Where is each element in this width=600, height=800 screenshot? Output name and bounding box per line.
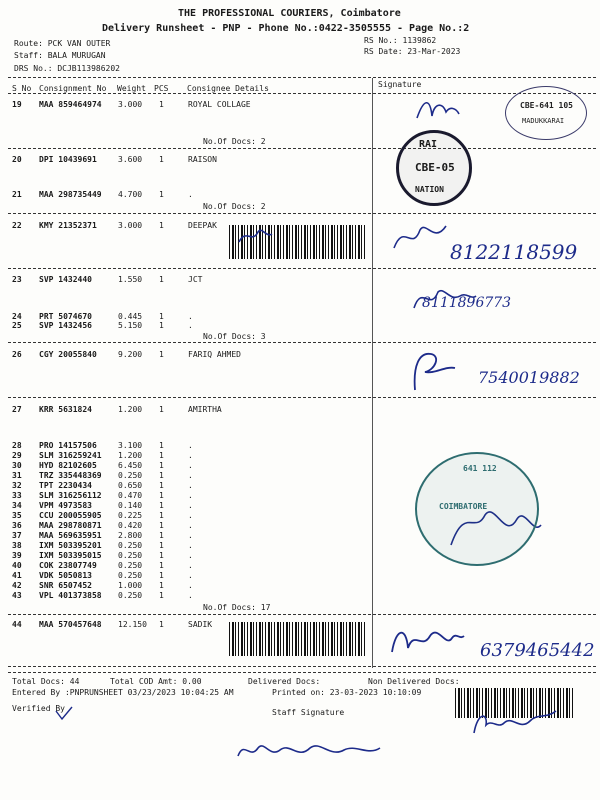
docs-count-raison: No.Of Docs: 2 [203,202,266,211]
row-consignment-no: IXM 503395201 [39,541,102,550]
row-weight: 12.150 [118,620,147,629]
runsheet-title: Delivery Runsheet - PNP - Phone No.:0422-3505555 - Page No.:2 [102,23,470,34]
row-consignee: SADIK [188,620,213,629]
row-consignee: . [188,561,193,570]
row-consignee: . [188,541,193,550]
row-pcs: 1 [159,405,164,414]
row-pcs: 1 [159,561,164,570]
verifier-signature [470,705,560,739]
row-separator [8,213,596,214]
row-sno: 37 [12,531,22,540]
row-weight: 0.650 [118,481,143,490]
docs-count-royal: No.Of Docs: 2 [203,137,266,146]
phone-fariq: 7540019882 [478,368,580,387]
row-weight: 1.200 [118,405,143,414]
row-separator [8,614,596,615]
row-sno: 29 [12,451,22,460]
delivered-docs: Delivered Docs: [248,677,321,686]
row-consignment-no: MAA 859464974 [39,100,102,109]
row-consignment-no: SLM 316256112 [39,491,102,500]
row-weight: 0.250 [118,591,143,600]
row-separator [8,397,596,398]
row-pcs: 1 [159,501,164,510]
row-separator [8,268,596,269]
row-pcs: 1 [159,461,164,470]
col-signature: Signature [378,80,422,89]
row-weight: 0.250 [118,541,143,550]
row-consignee: . [188,571,193,580]
printed-on: Printed on: 23-03-2023 10:10:09 [272,688,422,697]
row-sno: 34 [12,501,22,510]
row-weight: 2.800 [118,531,143,540]
staff-signature-label: Staff Signature [272,708,345,717]
col-consignment: Consignment No [39,84,107,93]
stamp-madukkarai: CBE-641 105 MADUKKARAI [505,86,587,140]
row-weight: 0.140 [118,501,143,510]
row-consignment-no: PRT 5074670 [39,312,92,321]
footer-line [8,672,596,673]
row-consignee: RAISON [188,155,217,164]
row-sno: 27 [12,405,22,414]
row-consignment-no: SVP 1432456 [39,321,92,330]
row-consignee: FARIQ AHMED [188,350,241,359]
signature-sadik [388,620,468,660]
row-pcs: 1 [159,541,164,550]
header-bottom-line [8,93,596,94]
signature-royal [412,96,462,126]
row-weight: 0.250 [118,471,143,480]
row-separator [8,148,596,149]
row-pcs: 1 [159,275,164,284]
row-weight: 0.470 [118,491,143,500]
row-consignment-no: VPM 4973583 [39,501,92,510]
signature-deepak [236,224,276,250]
row-consignment-no: SVP 1432440 [39,275,92,284]
row-pcs: 1 [159,551,164,560]
row-sno: 35 [12,511,22,520]
stamp-raison: RAI CBE-05 NATION [396,130,472,206]
row-consignment-no: CGY 20055840 [39,350,97,359]
row-pcs: 1 [159,511,164,520]
col-sno: S No [12,84,32,93]
row-sno: 32 [12,481,22,490]
route-label: Route: PCK VAN OUTER [14,39,111,48]
row-consignee: . [188,451,193,460]
row-pcs: 1 [159,221,164,230]
row-weight: 3.100 [118,441,143,450]
row-consignment-no: VPL 401373858 [39,591,102,600]
row-consignment-no: VDK 5050813 [39,571,92,580]
row-sno: 36 [12,521,22,530]
row-consignment-no: SNR 6507452 [39,581,92,590]
phone-jct: 8111896773 [422,295,512,311]
row-weight: 3.600 [118,155,143,164]
total-docs: Total Docs: 44 [12,677,80,686]
row-consignee: . [188,312,193,321]
row-consignment-no: MAA 298735449 [39,190,102,199]
row-pcs: 1 [159,581,164,590]
row-pcs: 1 [159,471,164,480]
row-pcs: 1 [159,620,164,629]
row-sno: 20 [12,155,22,164]
row-weight: 0.445 [118,312,143,321]
row-consignee: . [188,531,193,540]
row-consignment-no: MAA 298780871 [39,521,102,530]
row-consignment-no: SLM 316259241 [39,451,102,460]
row-consignee: . [188,551,193,560]
row-separator [8,342,596,343]
signature-fariq [405,346,465,394]
drs-label: DRS No.: DCJB113986202 [14,64,120,73]
row-consignment-no: DPI 10439691 [39,155,97,164]
row-pcs: 1 [159,491,164,500]
signature-deepak-2 [390,218,450,258]
row-consignee: . [188,321,193,330]
row-sno: 40 [12,561,22,570]
row-sno: 24 [12,312,22,321]
row-weight: 1.000 [118,581,143,590]
row-consignee: AMIRTHA [188,405,222,414]
row-pcs: 1 [159,451,164,460]
staff-label: Staff: BALA MURUGAN [14,51,106,60]
row-sno: 43 [12,591,22,600]
row-consignment-no: MAA 569635951 [39,531,102,540]
docs-count-amirtha: No.Of Docs: 17 [203,603,271,612]
row-sno: 19 [12,100,22,109]
row-pcs: 1 [159,441,164,450]
row-pcs: 1 [159,521,164,530]
row-sno: 26 [12,350,22,359]
row-sno: 41 [12,571,22,580]
company-title: THE PROFESSIONAL COURIERS, Coimbatore [178,8,401,19]
row-consignee: . [188,190,193,199]
row-pcs: 1 [159,190,164,199]
entered-by: Entered By :PNPRUNSHEET 03/23/2023 10:04:25 AM [12,688,234,697]
rs-number: RS No.: 1139862 [364,36,437,45]
row-pcs: 1 [159,481,164,490]
phone-sadik: 6379465442 [480,640,595,661]
col-weight: Weight [117,84,146,93]
col-consignee: Consignee Details [187,84,269,93]
verified-tick [54,705,74,721]
row-pcs: 1 [159,321,164,330]
row-consignee: . [188,441,193,450]
col-pcs: PCS [154,84,169,93]
stamp-coimbatore: 641 112 COIMBATORE [415,452,539,566]
verified-by: Verified By [12,704,65,713]
row-sno: 38 [12,541,22,550]
row-consignee: . [188,471,193,480]
docs-count-jct: No.Of Docs: 3 [203,332,266,341]
rs-date: RS Date: 23-Mar-2023 [364,47,461,56]
row-weight: 0.420 [118,521,143,530]
row-separator [8,666,596,667]
row-sno: 28 [12,441,22,450]
row-consignee: JCT [188,275,203,284]
non-delivered-docs: Non Delivered Docs: [368,677,460,686]
signature-column-divider [372,78,373,668]
row-pcs: 1 [159,571,164,580]
row-sno: 42 [12,581,22,590]
row-weight: 1.550 [118,275,143,284]
row-pcs: 1 [159,155,164,164]
row-sno: 33 [12,491,22,500]
row-weight: 3.000 [118,221,143,230]
row-consignment-no: MAA 570457648 [39,620,102,629]
row-sno: 44 [12,620,22,629]
row-sno: 30 [12,461,22,470]
row-consignee: ROYAL COLLAGE [188,100,251,109]
row-consignment-no: COK 23807749 [39,561,97,570]
row-weight: 5.150 [118,321,143,330]
row-consignment-no: PRO 14157506 [39,441,97,450]
total-cod: Total COD Amt: 0.00 [110,677,202,686]
row-consignee: DEEPAK [188,221,217,230]
row-pcs: 1 [159,591,164,600]
row-consignment-no: KMY 21352371 [39,221,97,230]
row-consignee: . [188,461,193,470]
row-pcs: 1 [159,312,164,321]
barcode-sadik [229,622,367,656]
phone-deepak: 8122118599 [450,240,578,264]
row-sno: 39 [12,551,22,560]
row-consignment-no: CCU 200055905 [39,511,102,520]
row-consignee: . [188,481,193,490]
row-weight: 4.700 [118,190,143,199]
row-sno: 31 [12,471,22,480]
staff-signature [234,736,384,766]
row-consignee: . [188,491,193,500]
row-sno: 23 [12,275,22,284]
row-weight: 6.450 [118,461,143,470]
row-pcs: 1 [159,531,164,540]
row-sno: 25 [12,321,22,330]
row-pcs: 1 [159,350,164,359]
row-pcs: 1 [159,100,164,109]
row-weight: 3.000 [118,100,143,109]
row-weight: 9.200 [118,350,143,359]
header-top-line [8,77,596,78]
row-weight: 0.250 [118,551,143,560]
row-consignee: . [188,591,193,600]
row-consignment-no: TRZ 335448369 [39,471,102,480]
row-weight: 1.200 [118,451,143,460]
row-weight: 0.250 [118,571,143,580]
row-consignee: . [188,521,193,530]
row-consignment-no: HYD 82102605 [39,461,97,470]
row-consignee: . [188,581,193,590]
row-consignment-no: TPT 2230434 [39,481,92,490]
row-weight: 0.225 [118,511,143,520]
row-sno: 22 [12,221,22,230]
row-consignee: . [188,511,193,520]
row-weight: 0.250 [118,561,143,570]
row-consignment-no: IXM 503395015 [39,551,102,560]
row-sno: 21 [12,190,22,199]
row-consignee: . [188,501,193,510]
row-consignment-no: KRR 5631824 [39,405,92,414]
